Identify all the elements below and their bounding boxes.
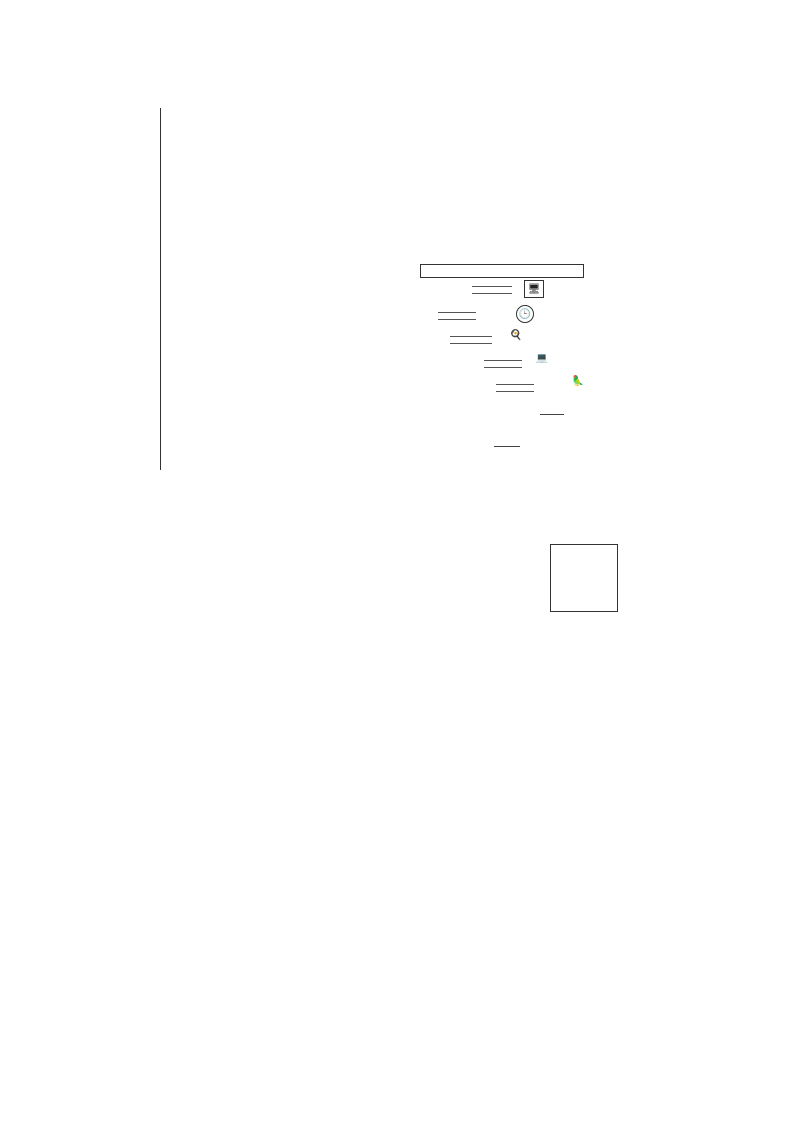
w1-q3-blank: [450, 336, 492, 344]
w1-q1-blank: [472, 286, 512, 294]
w1-q4-blank: [484, 360, 522, 368]
clock-icon: 🕒: [516, 305, 534, 323]
answer-box: [550, 544, 618, 612]
parrot-icon: 🦜: [571, 375, 585, 387]
page-4: [400, 520, 640, 890]
computer-icon: 🖥: [524, 280, 544, 298]
binding-line: [160, 108, 161, 470]
word-box: [420, 264, 584, 278]
page-1: [130, 108, 390, 478]
w2-q2-blank: [494, 446, 520, 447]
breakfast-icon: 🍳: [509, 329, 523, 341]
page-2: [400, 108, 660, 478]
w2-q1-blank: [540, 414, 564, 415]
page-3: [150, 520, 390, 890]
computer-draw-icon: 💻: [535, 352, 549, 364]
w1-q5-blank: [496, 384, 534, 392]
w1-q2-blank: [438, 312, 476, 320]
